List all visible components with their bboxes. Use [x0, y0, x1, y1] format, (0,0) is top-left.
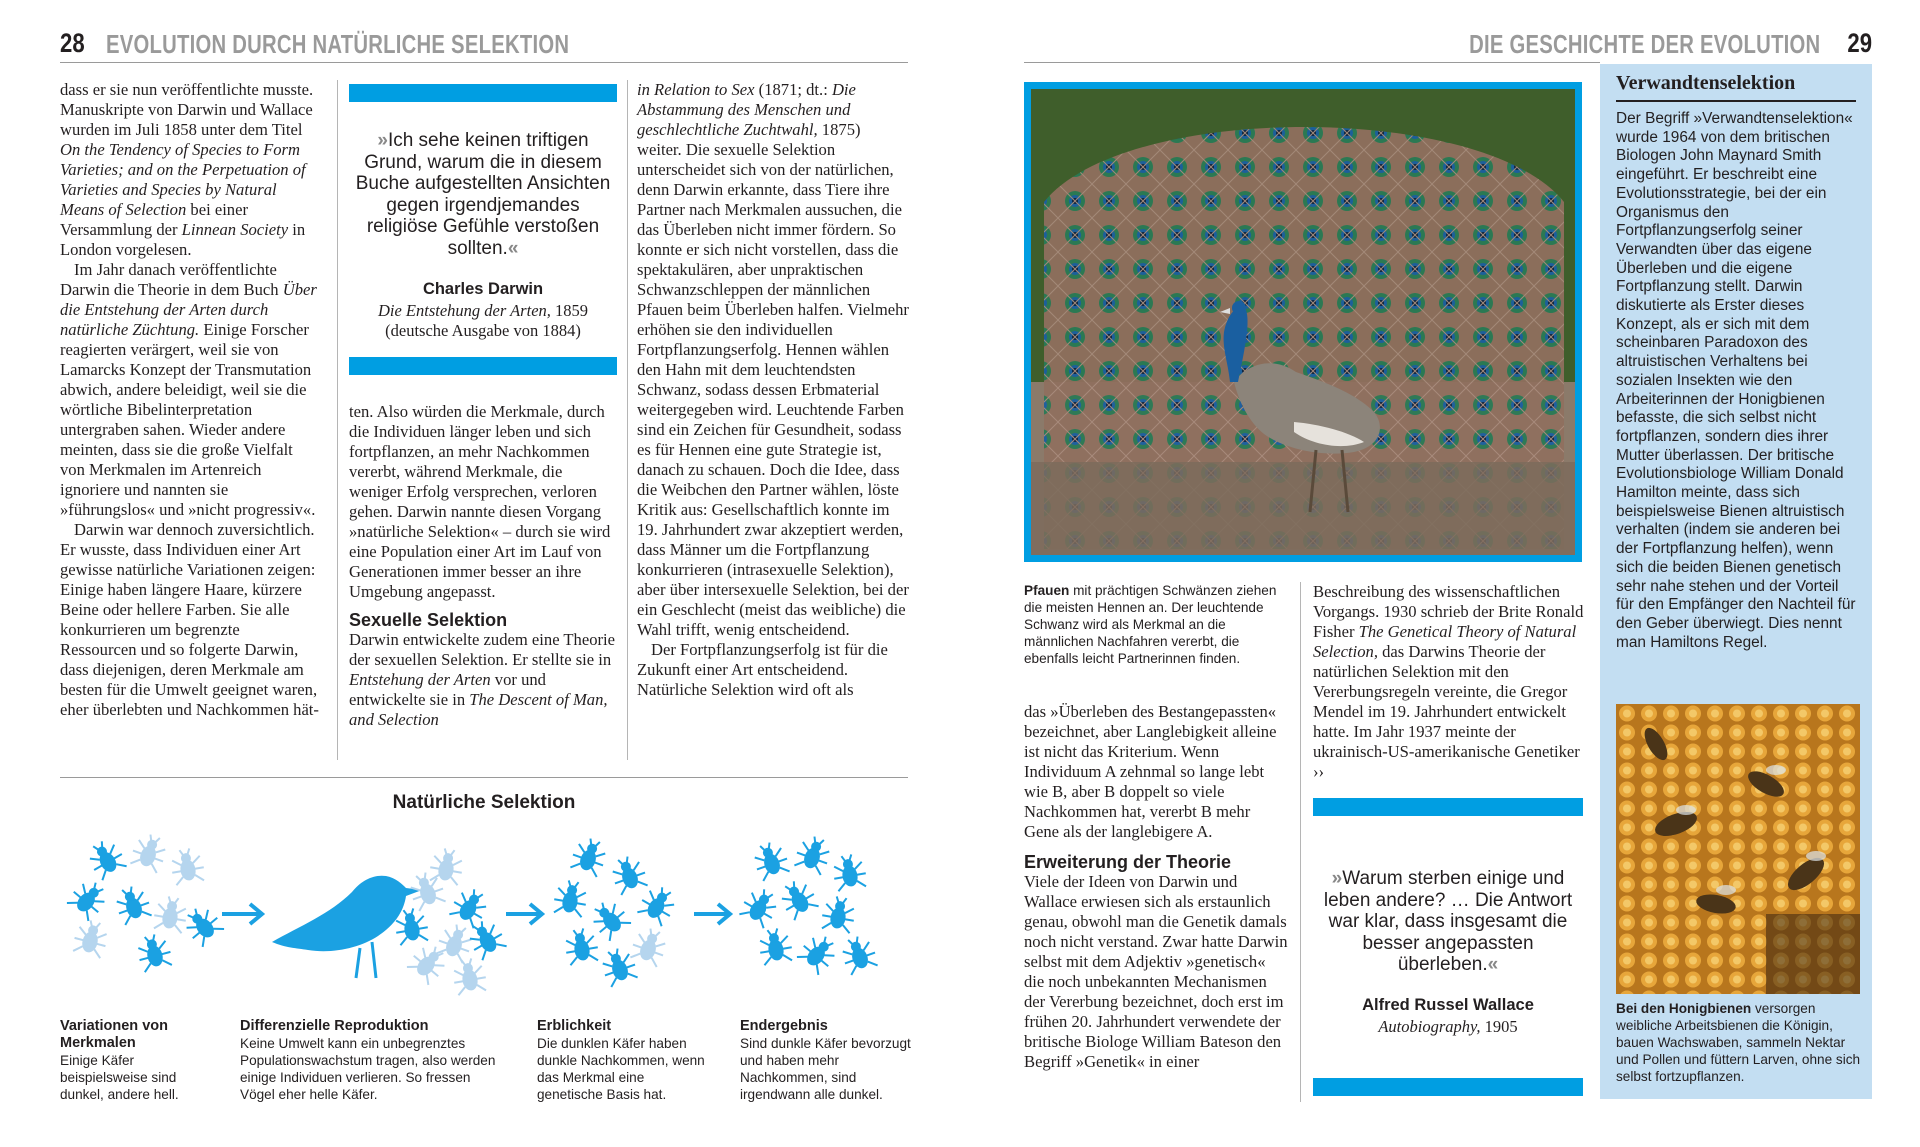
quote-author: Charles Darwin	[422, 280, 544, 298]
paragraph: ten. Also würden die Merkmale, durch die Individuen länger leben und sich fortpflanzen, an mehr Nachkommen vererbt, während Merkmale, die weniger Erfolg versprechen, verloren gehen. Darwin nannte diesen Vorgang »natürliche Selektion« – durch sie wird eine Population einer Art im Lauf von Generationen immer besser an ihre Umgebung angepasst.	[349, 402, 611, 601]
quote-source: Die Entstehung der Arten, 1859 (deutsche Ausgabe von 1884)	[377, 301, 589, 340]
quote-top-bar	[349, 84, 617, 102]
pull-quote-wallace: »Warum sterben einige und leben andere? … Die Antwort war klar, dass insgesamt die besser angepassten überleben.«	[1323, 868, 1573, 975]
diagram-stage-4: Endergebnis Sind dunkle Käfer bevorzugt und haben mehr Nachkommen, sind irgendwann alle dunkel.	[740, 1018, 911, 1102]
right-column-2	[1313, 582, 1589, 782]
diagram-stage-1: Variationen von Merkmalen Einige Käfer beispielsweise sind dunkel, andere hell.	[60, 1018, 179, 1102]
paragraph: dass er sie nun veröffentlichte musste. Manuskripte von Darwin und Wallace wurden im Juli 1858 unter dem Titel On the Tendency of Species to Form Varieties; and on the Perpetuation of Varieties and Species by Natural Means of Selection bei einer Versammlung der Linnean Society in London vorgelesen.	[60, 80, 314, 259]
photo-caption-peacock: Pfauen mit prächtigen Schwänzen ziehen die meisten Hennen an. Der leuchtende Schwanz wird als Merkmal an die männlichen Nachfahren vererbt, die ebenfalls leicht Partnerinnen finden.	[1024, 583, 1277, 666]
bird-icon	[272, 876, 422, 978]
paragraph: das »Überleben des Bestangepassten« bezeichnet, aber Langlebigkeit alleine ist nicht das Kriterium. Wenn Individuum A zehnmal so lange lebt wie B, aber B doppelt so viele Nachkommen hat, vererbt B mehr Gene als der langlebigere A.	[1024, 702, 1277, 841]
header-rule-right	[1024, 62, 1600, 63]
beetle-group-selection	[393, 847, 509, 996]
sidebar-text: Der Begriff »Verwandtenselektion« wurde 1964 von dem britischen Biologen John Maynard Smith eingeführt. Er beschreibt eine Evolutionsstrategie, bei der ein Organismus den Fortpflanzungserfolg seiner Verwandten über das eigene Überleben und die eigene Fortpflanzung stellt. Darwin diskutierte als Erster dieses Konzept, als er sich mit dem scheinbaren Paradoxon des altruistischen Verhaltens bei sozialen Insekten wie den Arbeiterinnen der Honigbienen befasste, die sich selbst nicht fortpflanzen, sondern dies ihrer Mutter überlassen. Der britische Evolutionsbiologe William Donald Hamilton meinte, dass sich beispielsweise Bienen altruistisch verhalten (indem sie anderen bei der Fortpflanzung helfen), wenn sich die beiden Bienen genetisch sehr nahe stehen und der Vorteil für den Empfänger den Nachteil für den Geber überwiegt. Dies nennt man Hamiltons Regel.	[1616, 110, 1856, 651]
paragraph: Beschreibung des wissenschaftlichen Vorgangs. 1930 schrieb der Brite Ronald Fisher The Genetical Theory of Natural Selection, das Darwins Theorie der natürlichen Selektion mit den Vererbungsregeln vereinte, die Gregor Mendel im 19. Jahrhundert entwickelt hatte. Im Jahr 1937 meinte der ukrainisch-US-amerikanische Genetiker ››	[1313, 582, 1584, 781]
header-rule-left	[60, 62, 908, 63]
diagram-stage-3: Erblichkeit Die dunklen Käfer haben dunkle Nachkommen, wenn das Merkmal eine genetische Basis hat.	[537, 1018, 705, 1102]
beetle-group-variation	[65, 831, 225, 973]
beetle-group-result	[738, 833, 880, 976]
sidebar-title: Verwandtenselektion	[1616, 72, 1796, 94]
column-divider	[627, 80, 628, 760]
arrow-icon	[222, 904, 262, 924]
column-divider	[337, 80, 338, 760]
section-heading: Sexuelle Selektion	[349, 610, 508, 630]
paragraph: Darwin entwickelte zudem eine Theorie der sexuellen Selektion. Er stellte sie in Entstehung der Arten vor und entwickelte sie in The Descent of Man, and Selection	[349, 630, 616, 729]
diagram-top-rule	[60, 777, 908, 778]
quote-author: Alfred Russel Wallace	[1362, 996, 1534, 1014]
diagram-stage-2: Differenzielle Reproduktion Keine Umwelt kann ein unbegrenztes Populationswachstum tragen, also werden einige Individuen verlieren. So fressen Vögel eher helle Käfer.	[240, 1018, 496, 1102]
arrow-icon	[506, 904, 542, 924]
paragraph: Viele der Ideen von Darwin und Wallace erwiesen sich als erstaunlich genau, obwohl man die Genetik damals noch nicht verstand. Zwar hatte Darwin selbst mit dem Adjektiv »genetisch« die noch unbekannten Mechanismen der Vererbung bezeichnet, doch erst im frühen 20. Jahrhundert verwendete der britische Biologe William Bateson den Begriff »Genetik« in einer	[1024, 872, 1288, 1071]
quote-top-bar	[1313, 798, 1583, 816]
column-divider	[1300, 582, 1301, 1102]
page-number-right: 29	[1847, 28, 1872, 58]
running-head-right: DIE GESCHICHTE DER EVOLUTION	[1468, 29, 1820, 59]
honeybee-photo	[1616, 704, 1860, 994]
arrow-icon	[694, 904, 730, 924]
natural-selection-diagram	[60, 830, 920, 1005]
quote-source: Autobiography, 1905	[1378, 1017, 1518, 1036]
left-column-2	[349, 402, 617, 730]
peacock-photo	[1024, 82, 1582, 562]
paragraph: Im Jahr danach veröffentlichte Darwin die Theorie in dem Buch Über die Entstehung der Arten durch natürliche Züchtung. Einige Forscher reagierten verärgert, weil sie von Lamarcks Konzept der Transmutation abwich, andere beleidigt, weil sie die wörtliche Bibelinterpretation untergraben sahen. Wieder andere meinten, dass sie die große Vielfalt von Merkmalen im Artenreich ignoriere und nannten sie »führungslos« und »nicht progressiv«.	[60, 260, 317, 519]
running-head-left: EVOLUTION DURCH NATÜRLICHE SELEKTION	[106, 29, 570, 59]
paragraph: Darwin war dennoch zuversichtlich. Er wusste, dass Individuen einer Art gewisse natürliche Variationen zeigen: Einige haben längere Haare, kürzere Beine oder hellere Farben. Sie alle konkurrieren um begrenzte Ressourcen und so folgerte Darwin, dass diejenigen, deren Merkmale am besten für die Umwelt geeignet waren, eher überlebten und Nachkommen hät-	[60, 520, 319, 719]
left-column-1	[60, 80, 320, 720]
photo-caption-honeybees: Bei den Honigbienen versorgen weibliche Arbeitsbienen die Königin, bauen Wachswaben, sammeln Nektar und Pollen und füttern Larven, ohne sich selbst fortzupflanzen.	[1616, 1001, 1861, 1084]
quote-bottom-bar	[349, 357, 617, 375]
page-number-left: 28	[60, 28, 85, 58]
beetle-group-heredity	[552, 835, 680, 988]
paragraph: in Relation to Sex (1871; dt.: Die Abstammung des Menschen und geschlechtliche Zuchtwahl, 1875) weiter. Die sexuelle Selektion unterscheidet sich von der natürlichen, denn Darwin erkannte, dass Tiere ihre Partner nach Merkmalen aussuchen, die das Überleben nicht immer fördern. So konnte er sich nicht vorstellen, dass die spektakulären, aber unpraktischen Schwanzschleppen der männlichen Pfauen beim Überleben halfen. Vielmehr erhöhen sie den individuellen Fortpflanzungserfolg. Hennen wählen den Hahn mit dem leuchtendsten Schwanz, sodass dessen Erbmaterial weitergegeben wird. Leuchtende Farben sind ein Zeichen für Gesundheit, sodass es für Hennen eine gute Strategie ist, danach zu schauen. Doch die Idee, dass die Weibchen den Partner wählen, löste Kritik aus: Gesellschaftlich konnte im 19. Jahrhundert zwar akzeptiert werden, dass Männer um die Fortpflanzung konkurrieren (intrasexuelle Selektion), aber über intersexuelle Selektion, bei der ein Geschlecht (meist das weibliche) die Wahl trifft, wenig entscheidend.	[637, 80, 909, 639]
left-column-3	[637, 80, 909, 700]
right-column-1	[1024, 702, 1288, 1072]
paragraph: Der Fortpflanzungserfolg ist für die Zukunft einer Art entscheidend. Natürliche Selektion wird oft als	[637, 640, 888, 699]
diagram-title: Natürliche Selektion	[392, 792, 576, 813]
quote-bottom-bar	[1313, 1078, 1583, 1096]
pull-quote-darwin: »Ich sehe keinen triftigen Grund, warum die in diesem Buche aufgestellten Ansichten gegen irgendjemandes religiöse Gefühle verstoßen sollten.«	[355, 130, 611, 259]
section-heading: Erweiterung der Theorie	[1024, 852, 1232, 872]
sidebar-title-rule	[1616, 100, 1856, 102]
